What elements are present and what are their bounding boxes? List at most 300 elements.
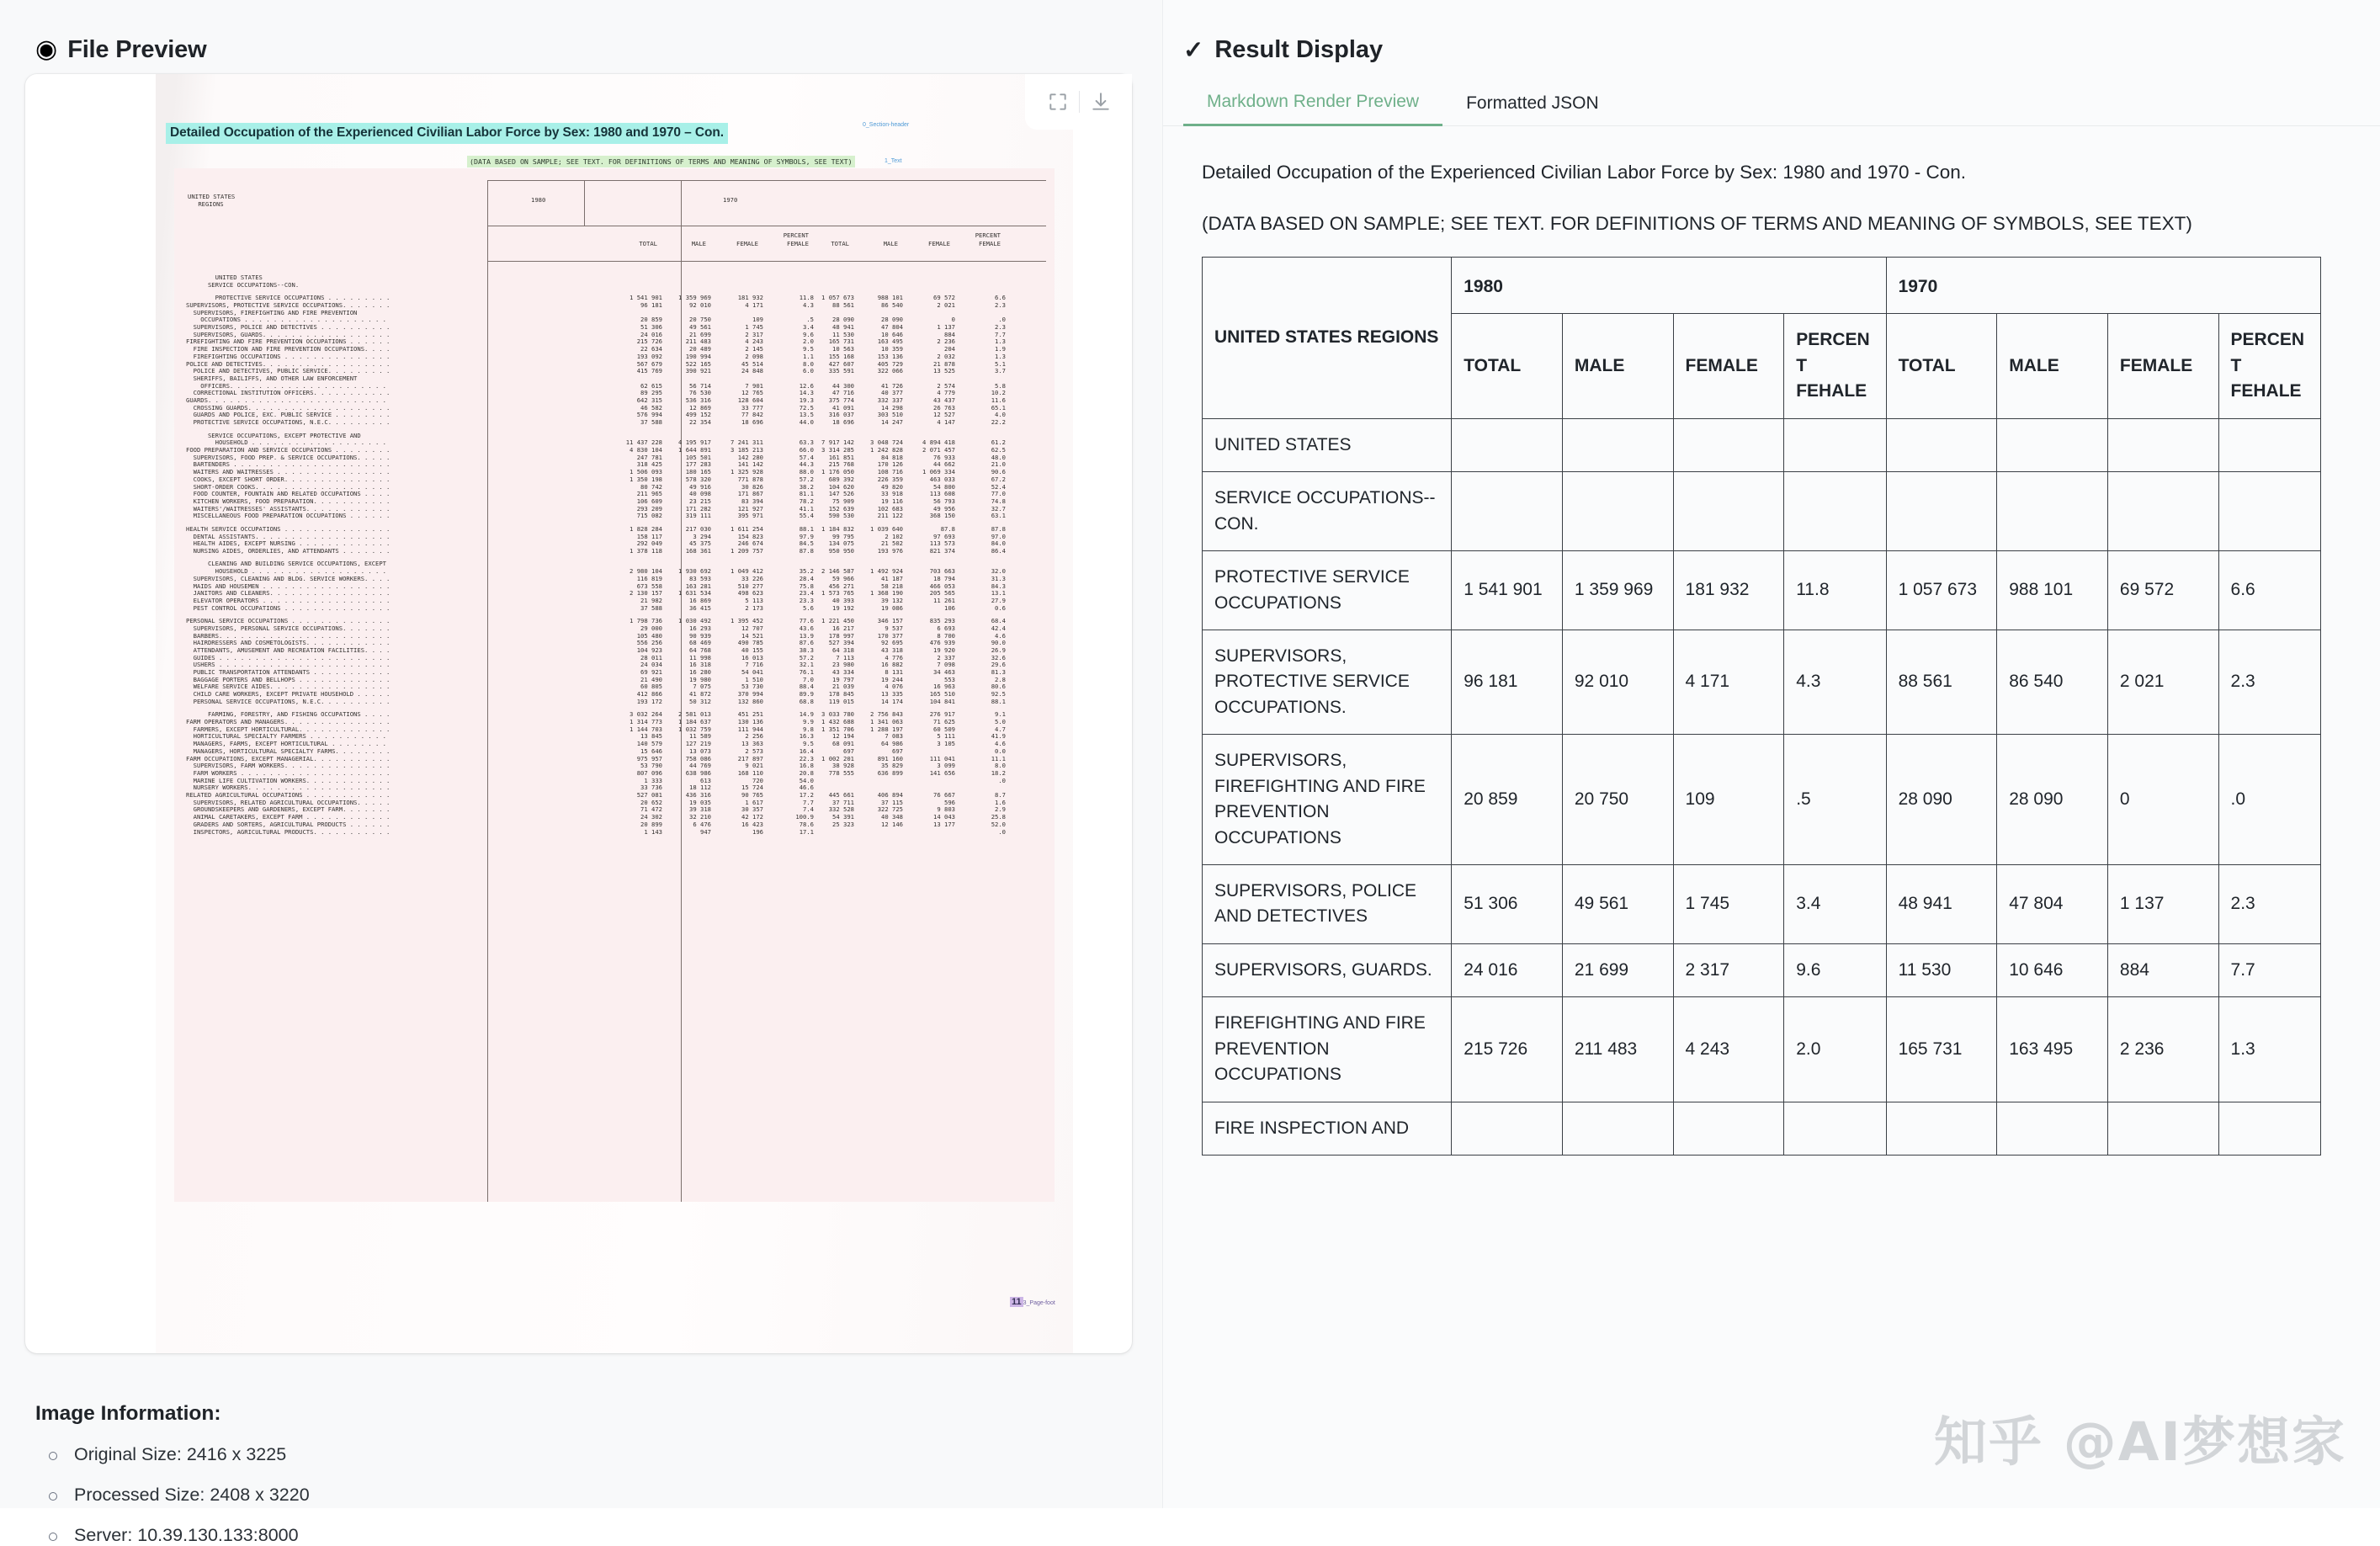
document-row-value: 1.6 (995, 798, 1006, 806)
document-row-value: 90 765 (741, 791, 763, 799)
document-row-value: 111 944 (737, 725, 763, 733)
document-row-value: 15 724 (741, 784, 763, 792)
col-1980-total: TOTAL (1452, 314, 1563, 418)
document-row-value: 104 620 (828, 482, 854, 491)
table-cell (1673, 418, 1784, 471)
document-row-value: 2 145 (745, 345, 763, 353)
document-column-header: FEMALE (787, 240, 809, 247)
scanned-document-image[interactable] (156, 74, 1073, 1353)
document-row-value: 1 184 832 (821, 524, 854, 533)
document-row-value: 807 096 (636, 768, 662, 777)
document-row-label: FOOD COUNTER, FOUNTAIN AND RELATED OCCUPATIONS . . . . (186, 490, 394, 498)
document-row-value: 83 593 (689, 574, 711, 582)
document-row-value: 88.0 (799, 468, 814, 476)
document-row-label: GROUNDSKEEPERS AND GARDENERS, EXCEPT FARM. . . . . . . (186, 805, 394, 814)
document-row-value: 2.0 (803, 337, 814, 346)
document-row-value: 14 521 (741, 631, 763, 640)
table-cell: .0 (2218, 735, 2320, 865)
document-row-label: GUIDES . . . . . . . . . . . . . . . . . . . . . . . . (186, 653, 394, 661)
document-row-value: 22 354 (689, 418, 711, 427)
col-1980-percent: PERCENT FEHALE (1784, 314, 1886, 418)
document-row-value: 527 394 (828, 639, 854, 647)
table-cell: 2.3 (2218, 865, 2320, 944)
document-row-value: 13 335 (881, 690, 903, 699)
document-row-value: 113 608 (929, 490, 955, 498)
document-row-label: FARMING, FORESTRY, AND FISHING OCCUPATIONS . . . . (186, 710, 394, 719)
document-row-value: 368 150 (929, 512, 955, 520)
table-cell (1997, 418, 2108, 471)
document-row-value: 19.3 (799, 396, 814, 404)
document-row-value: 217 897 (737, 754, 763, 762)
document-row-value: 51 306 (640, 323, 662, 331)
table-cell: 4 243 (1673, 997, 1784, 1102)
document-row-value: 14 298 (881, 403, 903, 412)
document-row-value: 64 768 (689, 645, 711, 654)
document-row-value: 190 994 (685, 352, 711, 360)
row-label: FIREFIGHTING AND FIRE PREVENTION OCCUPATIONS (1203, 997, 1452, 1102)
document-row-value: 0.6 (995, 603, 1006, 612)
document-row-value: 1.1 (803, 352, 814, 360)
document-row-value: 22.3 (799, 754, 814, 762)
document-row-value: 13.5 (799, 411, 814, 419)
document-row-value: 23 980 (832, 661, 854, 669)
document-row-value: 119 015 (828, 697, 854, 705)
document-row-value: 5 111 (937, 732, 955, 741)
document-row-value: 12 765 (741, 389, 763, 397)
document-row-value: 3 185 213 (730, 446, 763, 454)
annotation-tag-section-header: 0_Section-header (863, 122, 910, 128)
table-cell: 21 699 (1562, 943, 1673, 996)
document-row-value: 2.3 (995, 323, 1006, 331)
document-row-value: 168 361 (685, 546, 711, 555)
document-row-value: 316 037 (828, 411, 854, 419)
document-row-value: 29.6 (991, 661, 1006, 669)
result-display-title: Result Display (1214, 35, 1384, 63)
document-row-value: 576 994 (636, 411, 662, 419)
document-row-value: 20 652 (640, 798, 662, 806)
document-row-value: 642 315 (636, 396, 662, 404)
document-row-value: 13 073 (689, 746, 711, 755)
document-row-value: 75.8 (799, 582, 814, 590)
document-row-value: 22.2 (991, 418, 1006, 427)
document-row-value: 32.0 (991, 567, 1006, 576)
document-row-value: 1 631 534 (678, 589, 711, 598)
document-row-value: 13.9 (799, 631, 814, 640)
document-row-value: 891 160 (877, 754, 903, 762)
result-display-panel (1162, 0, 2380, 1508)
table-cell (1886, 418, 1997, 471)
document-row-value: 7 241 311 (730, 438, 763, 447)
document-row-label: SUPERVISORS, CLEANING AND BLDG. SERVICE WORKERS. . . . (186, 574, 394, 582)
document-row-value: 11 530 (832, 330, 854, 338)
document-row-value: 24 016 (640, 330, 662, 338)
document-row-value: 87.6 (799, 639, 814, 647)
document-row-label: SUPERVISORS, RELATED AGRICULTURAL OCCUPATIONS. . . . . (186, 798, 394, 806)
table-cell (1562, 472, 1673, 551)
document-row-value: 5.0 (995, 718, 1006, 725)
document-row-value: 10.2 (991, 389, 1006, 397)
document-row-value: 20 750 (689, 316, 711, 324)
table-cell (1452, 472, 1563, 551)
document-row-label: FARM OPERATORS AND MANAGERS. . . . . . . . . . . . . . . (186, 718, 394, 725)
table-cell: 1 057 673 (1886, 551, 1997, 630)
document-row-value: 14 247 (881, 418, 903, 427)
document-row-value: 40 098 (689, 490, 711, 498)
image-information-heading: Image Information: (35, 1402, 221, 1425)
document-row-value: 778 555 (828, 768, 854, 777)
document-row-value: 636 899 (877, 768, 903, 777)
document-row-value: 14.3 (799, 389, 814, 397)
document-row-label: OFFICERS. . . . . . . . . . . . . . . . . . . . . . (186, 381, 390, 390)
table-row (1203, 418, 2321, 471)
document-row-value: 97.0 (991, 532, 1006, 540)
document-row-value: 9 803 (937, 805, 955, 814)
document-row-value: 87.8 (991, 524, 1006, 533)
table-cell: 163 495 (1997, 997, 2108, 1102)
document-row-value: 171 282 (685, 504, 711, 513)
document-row-value: 147 526 (828, 490, 854, 498)
document-row-label: USHERS . . . . . . . . . . . . . . . . . . . . . . . . (186, 661, 394, 669)
document-row-value: 21 878 (933, 359, 955, 368)
document-row-value: 90.0 (991, 639, 1006, 647)
table-cell: 0 (2107, 735, 2218, 865)
col-1970-male: MALE (1997, 314, 2108, 418)
document-row-value: 153 136 (877, 352, 903, 360)
document-row-value: 9.8 (803, 725, 814, 733)
document-row-value: 54 800 (933, 482, 955, 491)
document-row-value: 578 320 (685, 475, 711, 483)
document-row-value: 821 374 (929, 546, 955, 555)
document-row-value: 445 661 (828, 791, 854, 799)
document-row-value: 427 607 (828, 359, 854, 368)
document-row-value: 13.1 (991, 589, 1006, 598)
table-cell: 96 181 (1452, 630, 1563, 734)
document-row-label: SUPERVISORS, FARM WORKERS. . . . . . . . . . . . . . . (186, 762, 394, 770)
document-row-label: OCCUPATIONS . . . . . . . . . . . . . . . . . . . . (186, 316, 390, 324)
document-row-value: 28.4 (799, 574, 814, 582)
table-cell (2107, 472, 2218, 551)
table-row (1203, 1102, 2321, 1155)
document-row-value: 3 099 (937, 762, 955, 770)
document-row-value: 33 736 (640, 784, 662, 792)
document-row-value: 43 318 (881, 645, 903, 654)
document-row-label: FARM WORKERS . . . . . . . . . . . . . . . . . . . . . (186, 768, 394, 777)
document-row-value: 536 316 (685, 396, 711, 404)
document-row-value: 4.7 (995, 725, 1006, 733)
image-information-section (0, 1353, 1162, 1546)
document-row-value: 10 359 (881, 345, 903, 353)
document-row-value: 2 098 (745, 352, 763, 360)
document-row-value: 24 302 (640, 813, 662, 821)
download-icon[interactable] (1085, 86, 1117, 118)
document-row-label: PERSONAL SERVICE OCCUPATIONS, N.E.C. . . . . . . . . . (186, 697, 394, 705)
document-row-value: 59 966 (832, 574, 854, 582)
document-row-value: 92 695 (881, 639, 903, 647)
document-row-value: 436 316 (685, 791, 711, 799)
document-row-value: 988 101 (877, 294, 903, 302)
document-row-label: BARBERS. . . . . . . . . . . . . . . . . . . . . . . . (186, 631, 394, 640)
document-row-value: 193 092 (636, 352, 662, 360)
document-row-value: 12 146 (881, 820, 903, 828)
col-1970-female: FEMALE (2107, 314, 2218, 418)
document-row-value: 97 693 (933, 532, 955, 540)
document-row-value: 11.1 (991, 754, 1006, 762)
col-1970-percent: PERCENT FEHALE (2218, 314, 2320, 418)
document-row-value: 771 878 (737, 475, 763, 483)
document-row-value: 3 105 (937, 740, 955, 748)
document-row-value: 1 745 (745, 323, 763, 331)
document-row-value: 142 280 (737, 453, 763, 461)
tab-formatted-json[interactable]: Formatted JSON (1466, 93, 1599, 113)
document-row-value: 60 509 (933, 725, 955, 733)
document-row-label: FOOD PREPARATION AND SERVICE OCCUPATIONS . . . . . . . . (186, 446, 394, 454)
document-row-value: 7 075 (693, 683, 711, 691)
document-row-value: 4 171 (745, 300, 763, 309)
document-row-value: 247 781 (636, 453, 662, 461)
document-row-value: 44.3 (799, 460, 814, 469)
tab-markdown-render-preview[interactable]: Markdown Render Preview (1183, 92, 1442, 126)
document-row-value: 77 842 (741, 411, 763, 419)
document-row-value: 42.4 (991, 624, 1006, 632)
result-display-header (1163, 0, 2380, 74)
page-foot-tag: 3_Page-foot (1023, 1300, 1055, 1306)
document-row-label: FIREFIGHTING OCCUPATIONS . . . . . . . . . . . . . . . (186, 352, 394, 360)
table-cell (2218, 418, 2320, 471)
document-row-value: 44.0 (799, 418, 814, 427)
document-row-value: 476 939 (929, 639, 955, 647)
table-cell (1562, 1102, 1673, 1155)
document-row-value: .0 (998, 316, 1006, 324)
document-row-value: 87.8 (940, 524, 955, 533)
document-row-label: GRADERS AND SORTERS, AGRICULTURAL PRODUCTS . . . . . . (186, 820, 394, 828)
file-preview-panel (0, 0, 1162, 1545)
document-row-value: 25.8 (991, 813, 1006, 821)
document-row-value: 20 899 (640, 820, 662, 828)
document-row-value: 19 116 (881, 497, 903, 505)
document-row-value: 211 965 (636, 490, 662, 498)
document-row-label: COOKS, EXCEPT SHORT ORDER. . . . . . . . . . . . . . . (186, 475, 394, 483)
document-row-value: 178 997 (828, 631, 854, 640)
document-row-label: PROTECTIVE SERVICE OCCUPATIONS . . . . . . . . . (186, 294, 394, 302)
markdown-title: Detailed Occupation of the Experienced Civilian Labor Force by Sex: 1980 and 1970 - Con. (1202, 162, 1967, 183)
document-row-value: 0.0 (995, 746, 1006, 755)
document-row-value: 5.8 (995, 381, 1006, 390)
document-row-value: 18 696 (832, 418, 854, 427)
document-row-label: CORRECTIONAL INSTITUTION OFFICERS. . . . . . . . . . . (186, 389, 394, 397)
document-row-value: 111 041 (929, 754, 955, 762)
document-row-value: 7.4 (803, 805, 814, 814)
document-row-value: 0 (951, 316, 955, 324)
document-row-value: 332 337 (877, 396, 903, 404)
document-row-value: 127 219 (685, 740, 711, 748)
document-row-value: 3 294 (693, 532, 711, 540)
document-row-value: 32.1 (799, 661, 814, 669)
document-row-value: 46.6 (799, 784, 814, 792)
table-cell: 51 306 (1452, 865, 1563, 944)
document-row-label: PROTECTIVE SERVICE OCCUPATIONS, N.E.C. . . . . . . . . (186, 418, 394, 427)
document-row-value: 29 000 (640, 624, 662, 632)
document-row-value: 18.2 (991, 768, 1006, 777)
document-row-value: 720 (752, 776, 763, 784)
document-row-value: 2 581 013 (678, 710, 711, 719)
document-row-value: 3 032 264 (630, 710, 662, 719)
document-row-value: 49 561 (689, 323, 711, 331)
table-cell (1673, 472, 1784, 551)
document-row-value: 130 136 (737, 718, 763, 725)
document-row-value: 178 845 (828, 690, 854, 699)
document-row-value: 52.0 (991, 820, 1006, 828)
document-row-value: 44 300 (832, 381, 854, 390)
document-row-value: 34 463 (933, 668, 955, 676)
file-preview-title: File Preview (67, 35, 207, 63)
document-row-value: 1 002 201 (821, 754, 854, 762)
document-row-value: 60 805 (640, 683, 662, 691)
document-row-value: 884 (944, 330, 955, 338)
document-row-value: 276 917 (929, 710, 955, 719)
table-cell (2218, 472, 2320, 551)
document-row-label: GUARDS. . . . . . . . . . . . . . . . . . . . . . . . . (186, 396, 390, 404)
document-row-value: 1 221 450 (821, 617, 854, 625)
document-row-value: 1 798 736 (630, 617, 662, 625)
document-row-value: 28 090 (881, 316, 903, 324)
document-row-value: 11 437 228 (625, 438, 662, 447)
document-row-value: 4 147 (937, 418, 955, 427)
document-row-label: MISCELLANEOUS FOOD PREPARATION OCCUPATIONS . . . . . . (186, 512, 394, 520)
document-row-value: 6.0 (803, 367, 814, 375)
document-column-header: FEMALE (736, 240, 758, 247)
fullscreen-icon[interactable] (1042, 86, 1074, 118)
document-row-value: 322 725 (877, 805, 903, 814)
table-cell: 165 731 (1886, 997, 1997, 1102)
document-row-value: 1 351 706 (821, 725, 854, 733)
document-row-value: 375 774 (828, 396, 854, 404)
document-row-value: 415 769 (636, 367, 662, 375)
document-row-value: 97.9 (799, 532, 814, 540)
document-row-label: MANAGERS, FARMS, EXCEPT HORTICULTURAL . . . . . . . . (186, 740, 390, 748)
document-row-value: 689 392 (828, 475, 854, 483)
document-row-value: 12 869 (689, 403, 711, 412)
document-row-value: 2 102 (885, 532, 903, 540)
document-row-value: 1 510 (745, 675, 763, 683)
document-row-value: 715 082 (636, 512, 662, 520)
document-row-value: 7 716 (745, 661, 763, 669)
document-row-label: PEST CONTROL OCCUPATIONS . . . . . . . . . . . . . . . (186, 603, 394, 612)
document-row-value: 412 866 (636, 690, 662, 699)
document-row-value: 18 794 (933, 574, 955, 582)
document-row-value: 3.4 (803, 323, 814, 331)
document-row-value: 69 572 (933, 294, 955, 302)
document-row-value: 9.6 (803, 330, 814, 338)
document-row-value: 2 256 (745, 732, 763, 741)
document-row-value: 215 726 (636, 337, 662, 346)
document-column-header: FEMALE (979, 240, 1001, 247)
document-row-label: SERVICE OCCUPATIONS--CON. (186, 280, 300, 289)
document-row-value: 6.6 (995, 294, 1006, 302)
table-row (1203, 865, 2321, 944)
document-row-value: 69 921 (640, 668, 662, 676)
document-row-label: FIREFIGHTING AND FIRE PREVENTION OCCUPATIONS . . . . . . (186, 337, 394, 346)
document-row-label: INSPECTORS, AGRICULTURAL PRODUCTS. . . . . . . . . . . (186, 827, 394, 836)
document-row-value: 1 057 673 (821, 294, 854, 302)
table-cell: 47 804 (1997, 865, 2108, 944)
document-row-value: 53 730 (741, 683, 763, 691)
table-cell (1562, 418, 1673, 471)
document-row-value: 37 588 (640, 418, 662, 427)
document-row-value: 4 195 917 (678, 438, 711, 447)
document-row-value: 1 288 197 (870, 725, 903, 733)
document-row-value: 10 563 (832, 345, 854, 353)
document-row-label: WAITERS'/WAITRESSES' ASSISTANTS. . . . . . . . . . . . (186, 504, 394, 513)
document-table-area (174, 168, 1055, 1202)
col-1980-male: MALE (1562, 314, 1673, 418)
document-row-value: 12 707 (741, 624, 763, 632)
document-row-value: 132 860 (737, 697, 763, 705)
table-cell (1784, 418, 1886, 471)
document-row-value: 510 277 (737, 582, 763, 590)
table-cell: .5 (1784, 735, 1886, 865)
table-cell (1784, 472, 1886, 551)
document-row-value: 84.0 (991, 539, 1006, 548)
table-cell: 69 572 (2107, 551, 2218, 630)
document-row-value: 44 769 (689, 762, 711, 770)
document-row-value: 527 081 (636, 791, 662, 799)
document-row-value: 697 (843, 746, 854, 755)
document-row-value: 1 541 901 (630, 294, 662, 302)
document-row-value: 1 617 (745, 798, 763, 806)
col-1980-female: FEMALE (1673, 314, 1784, 418)
document-row-value: 37 115 (881, 798, 903, 806)
document-row-value: 8.0 (803, 359, 814, 368)
document-row-value: 80 742 (640, 482, 662, 491)
document-row-value: 1 395 452 (730, 617, 763, 625)
document-row-value: 4 243 (745, 337, 763, 346)
document-row-value: 16 318 (689, 661, 711, 669)
document-row-value: 4 776 (885, 653, 903, 661)
document-row-value: 81.3 (991, 668, 1006, 676)
document-row-value: 16 963 (933, 683, 955, 691)
document-row-value: 20.8 (799, 768, 814, 777)
table-row (1203, 472, 2321, 551)
document-row-value: 7.0 (803, 675, 814, 683)
document-row-value: 499 152 (685, 411, 711, 419)
document-row-label: MAIDS AND HOUSEMEN . . . . . . . . . . . . . . . . . . (186, 582, 394, 590)
document-row-value: 11.8 (799, 294, 814, 302)
document-row-value: 30 357 (741, 805, 763, 814)
document-row-value: 13 363 (741, 740, 763, 748)
document-row-value: 88.1 (799, 524, 814, 533)
document-row-value: 553 (944, 675, 955, 683)
document-row-value: 292 049 (636, 539, 662, 548)
document-row-value: 2 236 (937, 337, 955, 346)
markdown-table-body (1203, 418, 2321, 1155)
document-row-value: 346 157 (877, 617, 903, 625)
document-row-value: 48 941 (832, 323, 854, 331)
document-row-value: 84 818 (881, 453, 903, 461)
document-row-value: 1.3 (995, 352, 1006, 360)
eye-icon: ◉ (35, 35, 58, 63)
document-row-label: SUPERVISORS, FOOD PREP. & SERVICE OCCUPATIONS. . . . . (186, 453, 394, 461)
document-row-value: 7.7 (803, 798, 814, 806)
document-row-value: 1.3 (995, 337, 1006, 346)
document-column-header: PERCENT (783, 231, 809, 239)
document-row-value: 1 242 828 (870, 446, 903, 454)
document-row-value: 27.9 (991, 596, 1006, 604)
document-row-value: 19 920 (933, 645, 955, 654)
document-row-value: 21.0 (991, 460, 1006, 469)
document-row-value: 21 502 (881, 539, 903, 548)
document-row-value: 1 828 284 (630, 524, 662, 533)
document-row-value: 1 368 190 (870, 589, 903, 598)
